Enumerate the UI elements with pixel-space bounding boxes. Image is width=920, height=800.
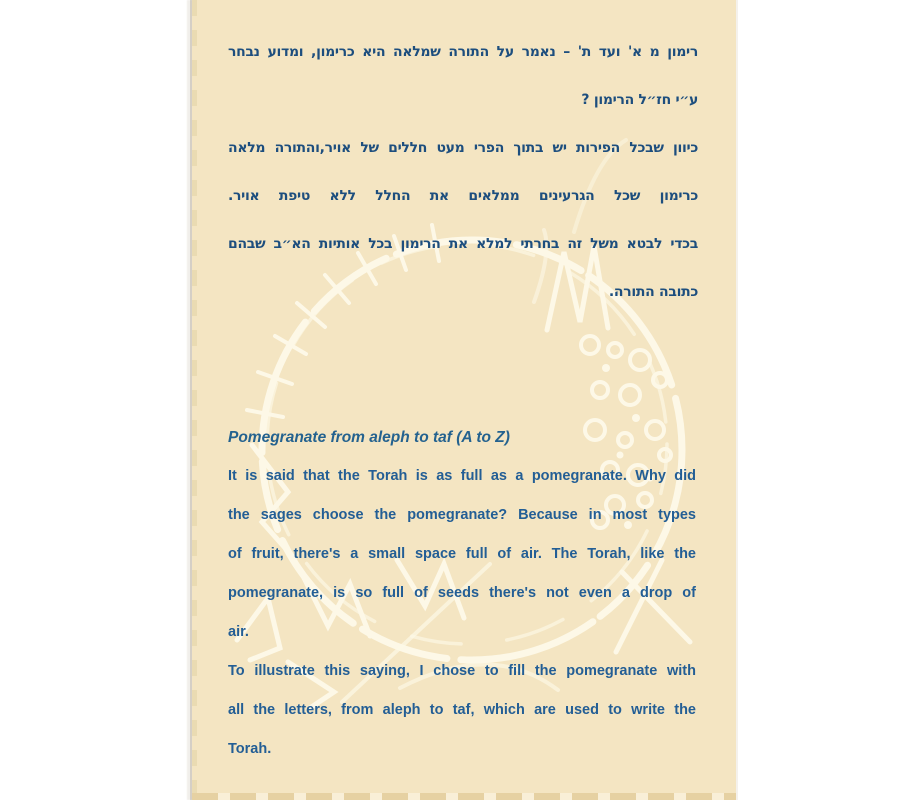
hebrew-line-1: רימון מ א' ועד ת' – נאמר על התורה שמלאה היא כרימון, ומדוע נבחר <box>228 44 698 60</box>
hebrew-line-6: כתובה התורה. <box>608 284 698 300</box>
hebrew-line-3: כיוון שבכל הפירות יש בתוך הפרי מעט חללים של אויר,והתורה מלאה <box>228 140 698 156</box>
english-line-1: It is said that the Torah is as full as a pomegranate. Why did <box>228 468 696 484</box>
english-line-7: all the letters, from aleph to taf, which are used to write the <box>228 702 696 718</box>
english-line-2: the sages choose the pomegranate? Because in most types <box>228 507 696 523</box>
hebrew-text-block <box>228 28 698 316</box>
hebrew-line-4: כרימון שכל הגרעינים ממלאים את החלל ללא טיפת אויר. <box>228 188 698 204</box>
english-line-3: of fruit, there's a small space full of air. The Torah, like the <box>228 546 696 562</box>
hebrew-line-5: בכדי לבטא משל זה בחרתי למלא את הרימון בכל אותיות הא״ב שבהם <box>228 236 698 252</box>
english-line-6: To illustrate this saying, I chose to fill the pomegranate with <box>228 663 696 679</box>
paper-page <box>192 0 736 800</box>
left-edge-dashes <box>192 0 197 800</box>
english-title: Pomegranate from aleph to taf (A to Z) <box>228 429 510 446</box>
english-line-4: pomegranate, is so full of seeds there's not even a drop of <box>228 585 696 601</box>
bottom-edge-dashes <box>192 793 736 800</box>
hebrew-line-2: ע״י חז״ל הרימון ? <box>581 92 698 108</box>
english-line-5: air. <box>228 624 249 640</box>
english-line-8: Torah. <box>228 741 272 757</box>
english-text-block <box>228 418 696 769</box>
